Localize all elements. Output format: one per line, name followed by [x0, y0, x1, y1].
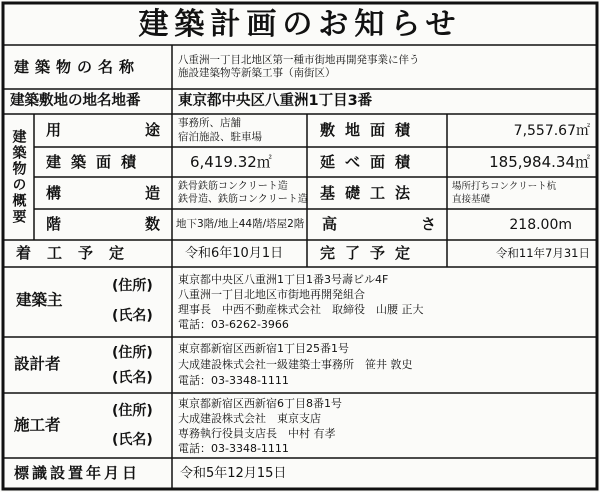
building-name-value: 八重洲一丁目北地区第一種市街地再開発事業に伴う 施設建築物等新築工事（南街区）: [178, 53, 420, 79]
height-value: 218.00m: [509, 216, 572, 233]
contractor-value: 東京都新宿区西新宿6丁目8番1号 大成建設株式会社 東京支店 専務執行役員支店長 中村 有孝 電話：03-3348-1111: [178, 397, 342, 455]
completion-label: 完了予定: [320, 244, 421, 262]
contractor-label: 施工者: [14, 416, 61, 435]
site-address-value: 東京都中央区八重洲1丁目3番: [178, 93, 373, 110]
building-area-label: 建築面積: [46, 152, 147, 171]
owner-address-label: (住所): [112, 278, 153, 294]
site-area-label: 敷地面積: [320, 121, 421, 139]
height-label: 高 さ: [322, 215, 436, 233]
building-area-value: 6,419.32㎡: [190, 152, 272, 171]
total-floor-area-label: 延べ面積: [320, 152, 421, 171]
posting-date-label: 標識設置年月日: [14, 464, 141, 482]
contractor-address-label: (住所): [112, 403, 153, 419]
completion-value: 令和11年7月31日: [495, 245, 590, 260]
owner-value: 東京都中央区八重洲1丁目1番3号壽ビル4F 八重洲一丁目北地区市街地再開発組合 理事長 中西不動産株式会社 取締役 山腰 正大 電話：03-6262-3966: [178, 273, 424, 331]
owner-label: 建築主: [16, 291, 63, 310]
total-floor-area-value: 185,984.34㎡: [489, 152, 590, 171]
page-title: 建築計画のお知らせ: [138, 7, 462, 42]
site-address-label: 建築敷地の地名地番: [10, 93, 141, 110]
site-area-value: 7,557.67㎡: [513, 122, 590, 139]
foundation-label: 基礎工法: [320, 183, 421, 202]
building-overview-label: 建築物の概要: [10, 129, 27, 225]
start-label: 着工予定: [16, 244, 141, 262]
start-value: 令和6年10月1日: [185, 246, 284, 261]
floors-value: 地下3階/地上44階/塔屋2階: [176, 218, 305, 231]
designer-label: 設計者: [14, 355, 61, 374]
structure-label: 構 造: [46, 183, 160, 202]
designer-value: 東京都新宿区西新宿1丁目25番1号 大成建設株式会社一級建築士事務所 笹井 敦史 電話：03-3348-1111: [178, 342, 413, 387]
owner-name-label: (氏名): [112, 308, 153, 324]
structure-value: 鉄骨鉄筋コンクリート造 鉄骨造、鉄筋コンクリート造: [178, 180, 308, 205]
floors-label: 階 数: [46, 215, 160, 233]
building-name-label: 建築物の名称: [14, 57, 141, 76]
foundation-value: 場所打ちコンクリート杭 直接基礎: [452, 180, 557, 205]
designer-name-label: (氏名): [112, 370, 153, 386]
use-label: 用 途: [46, 121, 160, 139]
use-value: 事務所、店舗 宿泊施設、駐車場: [178, 117, 262, 143]
designer-address-label: (住所): [112, 345, 153, 361]
contractor-name-label: (氏名): [112, 432, 153, 448]
posting-date-value: 令和5年12月15日: [180, 466, 287, 481]
